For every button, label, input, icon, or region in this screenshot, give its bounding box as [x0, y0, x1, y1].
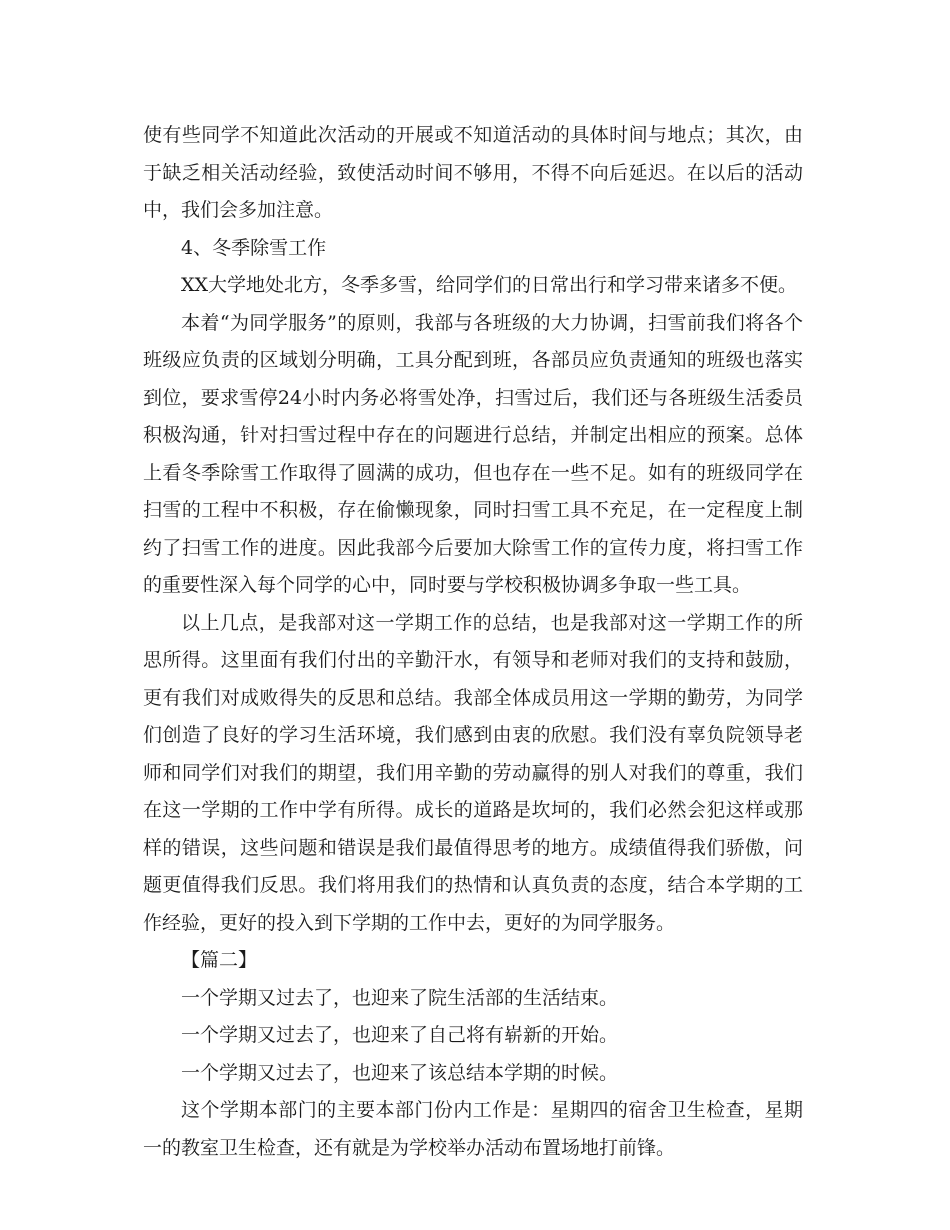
paragraph-7: 一个学期又过去了，也迎来了院生活部的生活结束。 [181, 986, 619, 1009]
section-heading-winter-snow: 4、冬季除雪工作 [181, 236, 327, 259]
paragraph-1: 使有些同学不知道此次活动的开展或不知道活动的具体时间与地点；其次，由于缺乏相关活动经验，致使活动时间不够用，不得不向后延迟。在以后的活动中，我们会多加注意。 [143, 124, 803, 221]
paragraph-8: 一个学期又过去了，也迎来了自己将有崭新的开始。 [181, 1024, 619, 1046]
paragraph-10: 这个学期本部门的主要本部门份内工作是：星期四的宿舍卫生检查，星期一的教室卫生检查，还有就是为学校举办活动布置场地打前锋。 [143, 1099, 803, 1159]
paragraph-3: XX大学地处北方，冬季多雪，给同学们的日常出行和学习带来诸多不便。 [181, 274, 798, 296]
section-heading-part-two: 【篇二】 [181, 949, 258, 971]
paragraph-9: 一个学期又过去了，也迎来了该总结本学期的时候。 [181, 1061, 619, 1084]
document-body [143, 117, 803, 1167]
paragraph-5: 以上几点，是我部对这一学期工作的总结，也是我部对这一学期工作的所思所得。这里面有我们付出的辛勤汗水，有领导和老师对我们的支持和鼓励，更有我们对成败得失的反思和总结。我部全体成员用这一学期的勤劳，为同学们创造了良好的学习生活环境，我们感到由衷的欣慰。我们没有辜负院领导老师和同学们对我们的期望，我们用辛勤的劳动赢得的别人对我们的尊重，我们在这一学期的工作中学有所得。成长的道路是坎坷的，我们必然会犯这样或那样的错误，这些问题和错误是我们最值得思考的地方。成绩值得我们骄傲，问题更值得我们反思。我们将用我们的热情和认真负责的态度，结合本学期的工作经验，更好的投入到下学期的工作中去，更好的为同学服务。 [143, 611, 803, 934]
paragraph-4: 本着“为同学服务”的原则，我部与各班级的大力协调，扫雪前我们将各个班级应负责的区域划分明确，工具分配到班，各部员应负责通知的班级也落实到位，要求雪停24小时内务必将雪处净，扫雪过后，我们还与各班级生活委员积极沟通，针对扫雪过程中存在的问题进行总结，并制定出相应的预案。总体上看冬季除雪工作取得了圆满的成功，但也存在一些不足。如有的班级同学在扫雪的工程中不积极，存在偷懒现象，同时扫雪工具不充足，在一定程度上制约了扫雪工作的进度。因此我部今后要加大除雪工作的宣传力度，将扫雪工作的重要性深入每个同学的心中，同时要与学校积极协调多争取一些工具。 [143, 311, 803, 596]
